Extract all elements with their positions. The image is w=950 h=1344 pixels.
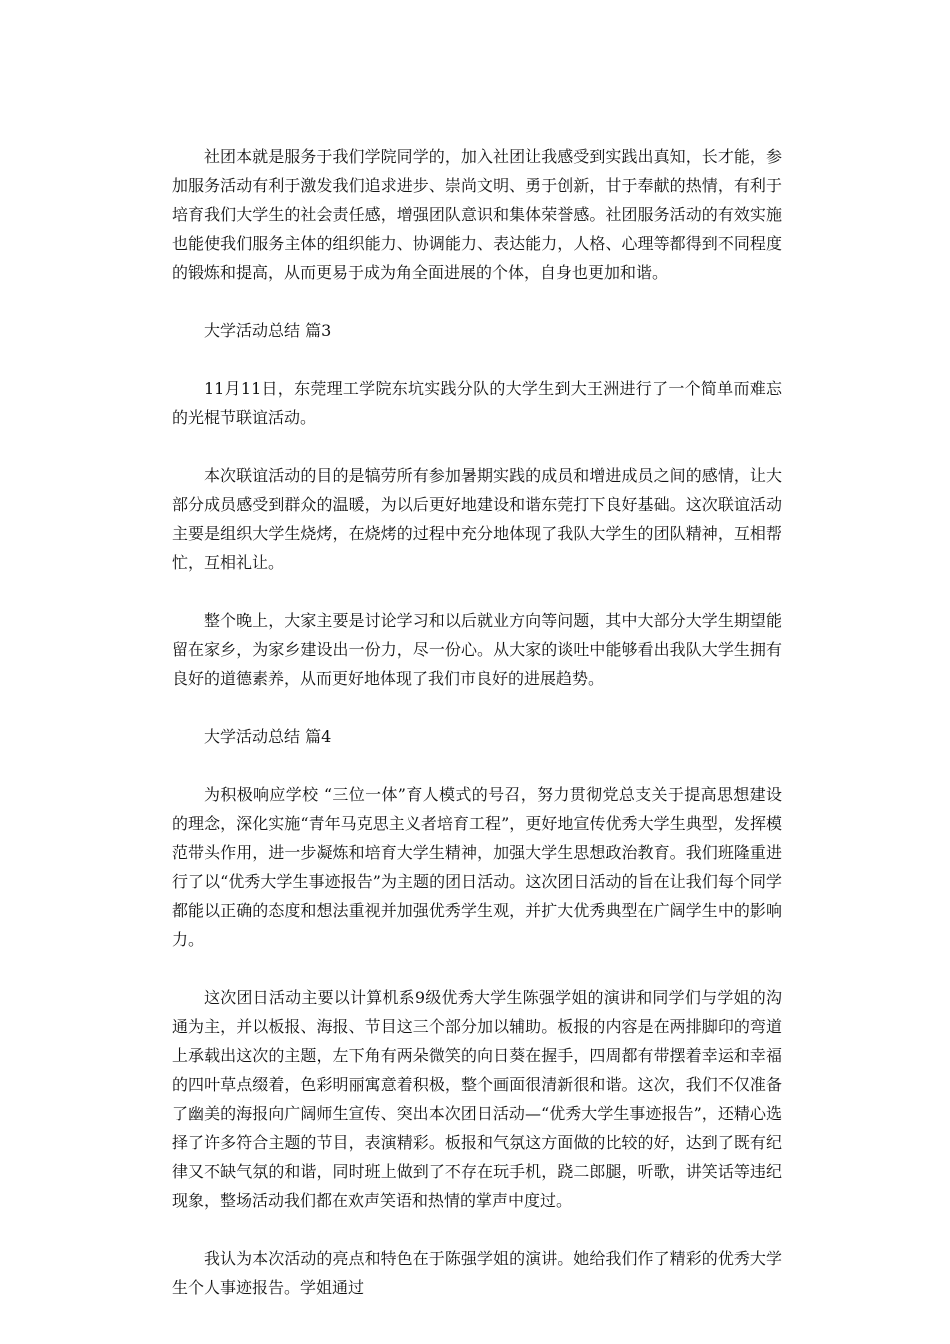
section-heading: 大学活动总结 篇3 [204, 321, 332, 340]
paragraph: 我认为本次活动的亮点和特色在于陈强学姐的演讲。她给我们作了精彩的优秀大学生个人事迹报告。学姐通过 [172, 1249, 782, 1297]
paragraph: 社团本就是服务于我们学院同学的，加入社团让我感受到实践出真知，长才能，参加服务活动有利于激发我们追求进步、崇尚文明、勇于创新，甘于奉献的热情，有利于培育我们大学生的社会责任感，增强团队意识和集体荣誉感。社团服务活动的有效实施也能使我们服务主体的组织能力、协调能力、表达能力，人格、心理等都得到不同程度的锻炼和提高，从而更易于成为角全面进展的个体，自身也更加和谐。 [172, 147, 782, 282]
paragraph-gap [172, 287, 782, 316]
paragraph-gap [172, 432, 782, 461]
paragraph-gap [172, 577, 782, 606]
paragraph-gap [172, 345, 782, 374]
paragraph: 这次团日活动主要以计算机系9级优秀大学生陈强学姐的演讲和同学们与学姐的沟通为主，并以板报、海报、节目这三个部分加以辅助。板报的内容是在两排脚印的弯道上承载出这次的主题，左下角有两朵微笑的向日葵在握手，四周都有带摆着幸运和幸福的四叶草点缀着，色彩明丽寓意着积极，整个画面很清新很和谐。这次，我们不仅准备了幽美的海报向广阔师生宣传、突出本次团日活动—“优秀大学生事迹报告”，还精心选择了许多符合主题的节目，表演精彩。板报和气氛这方面做的比较的好，达到了既有纪律又不缺气氛的和谐，同时班上做到了不存在玩手机，跷二郎腿，听歌，讲笑话等违纪现象，整场活动我们都在欢声笑语和热情的掌声中度过。 [172, 988, 782, 1210]
paragraph: 本次联谊活动的目的是犒劳所有参加暑期实践的成员和增进成员之间的感情，让大部分成员感受到群众的温暖，为以后更好地建设和谐东莞打下良好基础。这次联谊活动主要是组织大学生烧烤，在烧烤的过程中充分地体现了我队大学生的团队精神，互相帮忙，互相礼让。 [172, 466, 782, 572]
paragraph: 整个晚上，大家主要是讨论学习和以后就业方向等问题，其中大部分大学生期望能留在家乡，为家乡建设出一份力，尽一份心。从大家的谈吐中能够看出我队大学生拥有良好的道德素养，从而更好地体现了我们市良好的进展趋势。 [172, 611, 782, 688]
paragraph-gap [172, 751, 782, 780]
paragraph-gap [172, 693, 782, 722]
paragraph: 11月11日，东莞理工学院东坑实践分队的大学生到大王洲进行了一个简单而难忘的光棍节联谊活动。 [172, 379, 782, 427]
document-page [172, 142, 782, 1302]
paragraph: 为积极响应学校 “三位一体”育人模式的号召，努力贯彻党总支关于提高思想建设的理念，深化实施“青年马克思主义者培育工程”，更好地宣传优秀大学生典型，发挥模范带头作用，进一步凝炼和培育大学生精神，加强大学生思想政治教育。我们班隆重进行了以“优秀大学生事迹报告”为主题的团日活动。这次团日活动的旨在让我们每个同学都能以正确的态度和想法重视并加强优秀学生观，并扩大优秀典型在广阔学生中的影响力。 [172, 785, 782, 949]
paragraph-gap [172, 954, 782, 983]
paragraph-gap [172, 1215, 782, 1244]
section-heading: 大学活动总结 篇4 [204, 727, 332, 746]
